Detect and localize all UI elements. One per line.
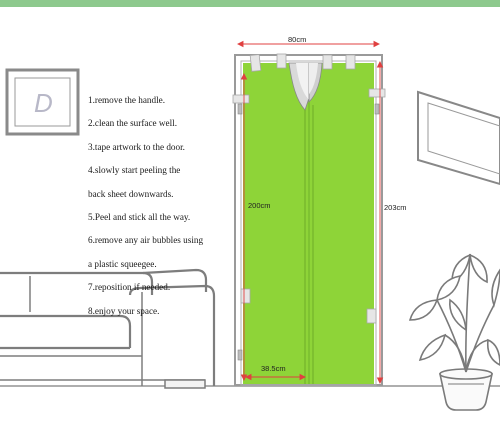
instruction-step: 7.reposition if needed. — [88, 282, 171, 293]
door-height-label: 203cm — [384, 203, 407, 212]
frame-monogram: D — [34, 88, 53, 118]
instruction-step: 6.remove any air bubbles using — [88, 235, 204, 246]
panel-height-label: 200cm — [248, 201, 271, 210]
door-width-label: 80cm — [288, 35, 307, 44]
right-wall-frame — [418, 92, 500, 184]
instruction-step: 2.clean the surface well. — [88, 118, 178, 129]
instruction-step: back sheet downwards. — [88, 188, 174, 199]
instruction-step: 4.slowly start peeling the — [88, 165, 181, 176]
instruction-step: 8.enjoy your space. — [88, 305, 160, 316]
instruction-step: 3.tape artwork to the door. — [88, 141, 185, 152]
instruction-step: 5.Peel and stick all the way. — [88, 212, 191, 223]
door-sticker-panel — [243, 63, 374, 384]
wall-picture-frame — [7, 70, 78, 134]
installation-instructions — [88, 89, 238, 323]
panel-width-label: 38.5cm — [261, 364, 286, 373]
instruction-step: a plastic squeegee. — [88, 258, 157, 269]
potted-plant — [410, 255, 500, 410]
instruction-step: 1.remove the handle. — [88, 95, 166, 105]
